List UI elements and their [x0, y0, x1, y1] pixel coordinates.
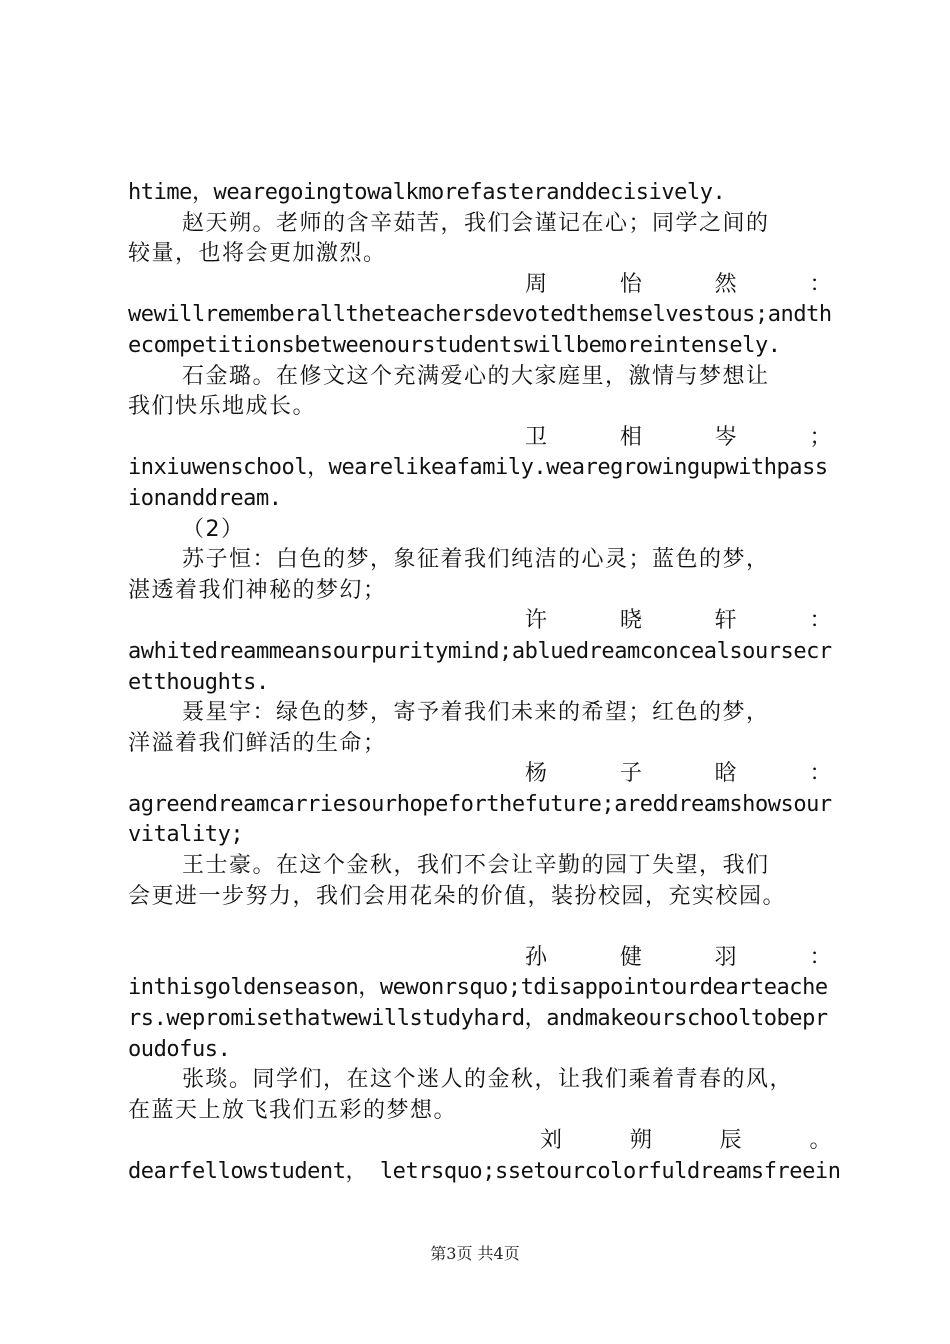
text-line: 我们快乐地成长。	[128, 394, 317, 420]
section-number: （2）	[182, 516, 245, 542]
text-line: inxiuwenschool，wearelikeafamily.wearegrowingupwithpass	[128, 455, 828, 481]
text-line: dearfellowstudent， letrsquo;ssetourcolorfuldreamsfreein	[128, 1159, 841, 1184]
text-line: 赵天朔。老师的含辛茹苦，我们会谨记在心；同学之间的	[182, 210, 770, 236]
text-line: htime，wearegoingtowalkmorefasteranddecisively.	[128, 180, 726, 205]
text-line: 张琰。同学们，在这个迷人的金秋，让我们乘着青春的风，	[182, 1067, 794, 1093]
text-line: agreendreamcarriesourhopeforthefuture;areddreamshowsour	[128, 791, 832, 817]
text-line: 石金璐。在修文这个充满爱心的大家庭里，激情与梦想让	[182, 363, 770, 389]
translator-name-zhou: 周 怡 然 ：	[525, 271, 833, 297]
translator-name-sun: 孙 健 羽 ：	[525, 944, 833, 970]
blank-line	[128, 912, 833, 943]
text-line: 王士豪。在这个金秋，我们不会让辛勤的园丁失望，我们	[182, 853, 770, 879]
text-line: etthoughts.	[128, 669, 269, 695]
text-line: 洋溢着我们鲜活的生命；	[128, 730, 387, 756]
body-text	[128, 178, 841, 1188]
translator-name-wei: 卫 相 岑 ；	[525, 424, 833, 450]
text-line: oudofus.	[128, 1036, 231, 1062]
text-line: 苏子恒：白色的梦，象征着我们纯洁的心灵；蓝色的梦，	[182, 547, 770, 573]
text-line: 湛透着我们神秘的梦幻；	[128, 577, 387, 603]
text-line: 聂星宇：绿色的梦，寄予着我们未来的希望；红色的梦，	[182, 700, 770, 726]
text-line: ionanddream.	[128, 485, 282, 511]
text-line: 在蓝天上放飞我们五彩的梦想。	[128, 1097, 458, 1123]
text-line: 会更进一步努力，我们会用花朵的价值，装扮校园，充实校园。	[128, 883, 787, 909]
page-footer: 第3页 共4页	[430, 1244, 520, 1263]
text-line: rs.wepromisethatwewillstudyhard，andmakeourschooltobepr	[128, 1006, 828, 1032]
translator-name-liu: 刘 朔 辰 。	[540, 1128, 833, 1154]
text-line: 较量，也将会更加激烈。	[128, 241, 387, 267]
text-line: wewillrememberalltheteachersdevotedthemselvestous;andth	[128, 302, 832, 328]
translator-name-xu: 许 晓 轩 ：	[525, 608, 833, 634]
translator-name-yang: 杨 子 晗 ：	[525, 761, 833, 787]
text-line: inthisgoldenseason，wewonrsquo;tdisappointourdearteache	[128, 975, 828, 1001]
text-line: ecompetitionsbetweenourstudentswillbemoreintensely.	[128, 332, 781, 358]
text-line: vitality;	[128, 822, 244, 848]
text-line: awhitedreammeansourpuritymind;abluedreamconcealsoursecr	[128, 638, 832, 664]
